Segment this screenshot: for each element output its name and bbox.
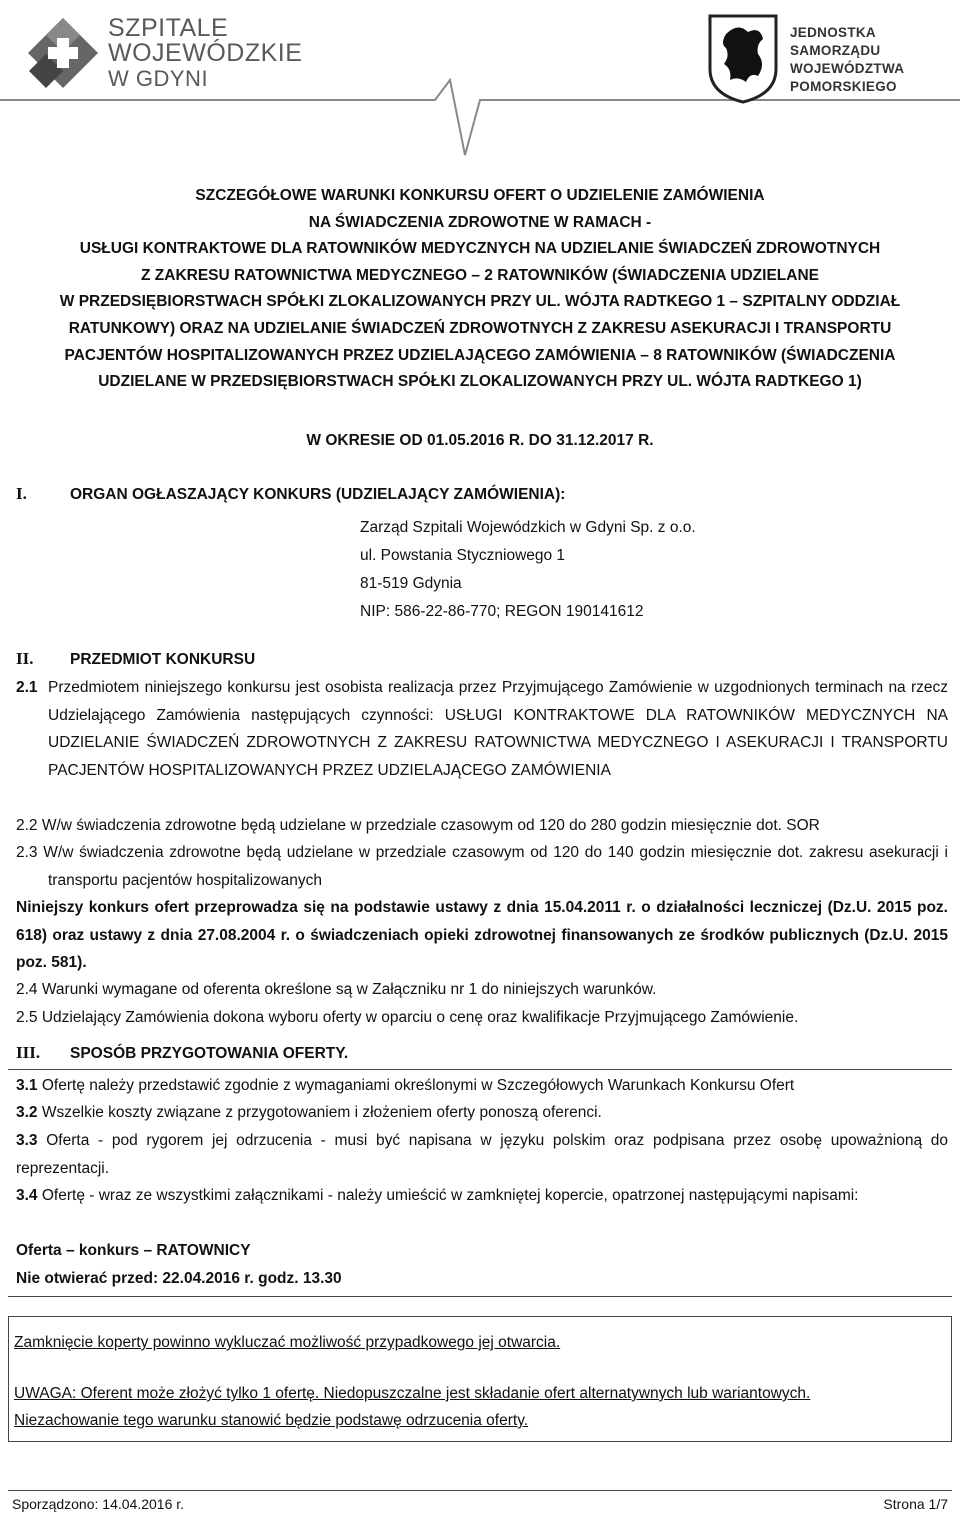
- paragraph-3-1-number: 3.1: [16, 1077, 38, 1094]
- address-line: ul. Powstania Styczniowego 1: [360, 547, 566, 564]
- paragraph-3-3-text: Oferta - pod rygorem jej odrzucenia - musi być napisana w języku polskim oraz podpisana przez osobę upoważnioną do reprezentacji.: [16, 1132, 948, 1177]
- envelope-label-2: Nie otwierać przed: 22.04.2016 r. godz. 13.30: [16, 1270, 342, 1287]
- region-logo: [708, 14, 948, 104]
- title-line: USŁUGI KONTRAKTOWE DLA RATOWNIKÓW MEDYCZNYCH NA UDZIELANIE ŚWIADCZEŃ ZDROWOTNYCH: [79, 240, 881, 258]
- title-line: W PRZEDSIĘBIORSTWACH SPÓŁKI ZLOKALIZOWANYCH PRZY UL. WÓJTA RADTKEGO 1 – SZPITALNY ODDZIAŁ: [59, 293, 901, 311]
- logo-line: POMORSKIEGO: [790, 79, 897, 94]
- envelope-label-1: Oferta – konkurs – RATOWNICY: [16, 1242, 251, 1259]
- section-3-number: III.: [16, 1043, 41, 1062]
- paragraph-2-4: 2.4 Warunki wymagane od oferenta określone są w Załączniku nr 1 do niniejszych warunków.: [16, 981, 657, 998]
- title-line: SZCZEGÓŁOWE WARUNKI KONKURSU OFERT O UDZIELENIE ZAMÓWIENIA: [195, 187, 765, 204]
- box-top-border: [8, 1069, 952, 1070]
- title-line: PACJENTÓW HOSPITALIZOWANYCH PRZEZ UDZIELAJĄCEGO ZAMÓWIENIA – 8 RATOWNIKÓW (ŚWIADCZENIA: [64, 346, 896, 364]
- legal-basis: Niniejszy konkurs ofert przeprowadza się na podstawie ustawy z dnia 15.04.2011 r. o działalności leczniczej (Dz.U. 2015 poz. 618) oraz ustawy z dnia 27.08.2004 r. o świadczeniach opieki zdrowotnej finansowanych ze środków publicznych (Dz.U. 2015 poz. 581).: [16, 899, 948, 972]
- paragraph-3-4-text: Ofertę - wraz ze wszystkimi załącznikami - należy umieścić w zamkniętej kopercie, opatrzonej następującymi napisami:: [37, 1187, 859, 1204]
- paragraph-3-3: [16, 1127, 948, 1182]
- page-number: Strona 1/7: [883, 1496, 948, 1512]
- title-line: RATUNKOWY) ORAZ NA UDZIELANIE ŚWIADCZEŃ ZDROWOTNYCH Z ZAKRESU ASEKURACJI I TRANSPORTU: [68, 319, 892, 337]
- organizer-address: [360, 514, 696, 626]
- title-line: Z ZAKRESU RATOWNICTWA MEDYCZNEGO – 2 RATOWNIKÓW (ŚWIADCZENIA UDZIELANE: [141, 266, 819, 284]
- logo-line: SZPITALE: [108, 14, 229, 42]
- address-line: 81-519 Gdynia: [360, 575, 462, 592]
- section-1-number: I.: [16, 484, 27, 503]
- title-line: UDZIELANE W PRZEDSIĘBIORSTWACH SPÓŁKI ZLOKALIZOWANYCH PRZY UL. WÓJTA RADTKEGO 1): [98, 373, 862, 391]
- paragraph-2-5: 2.5 Udzielający Zamówienia dokona wyboru oferty w oparciu o cenę oraz kwalifikacje Przyjmującego Zamówienie.: [16, 1009, 799, 1026]
- logo-line: JEDNOSTKA: [790, 25, 876, 40]
- griffin-shield-icon: [708, 14, 778, 104]
- footer-date: Sporządzono: 14.04.2016 r.: [12, 1496, 185, 1512]
- paragraph-3-1-text: Ofertę należy przedstawić zgodnie z wymaganiami określonymi w Szczegółowych Warunkach Konkursu Ofert: [37, 1077, 795, 1094]
- paragraph-2-3: 2.3 W/w świadczenia zdrowotne będą udzielane w przedziale czasowym od 120 do 140 godzin miesięcznie dot. zakresu asekuracji i transportu pacjentów hospitalizowanych: [16, 844, 948, 889]
- period-line: W OKRESIE OD 01.05.2016 R. DO 31.12.2017 R.: [306, 432, 654, 449]
- document-title: [14, 183, 946, 396]
- title-line: NA ŚWIADCZENIA ZDROWOTNE W RAMACH -: [308, 213, 652, 231]
- paragraph-3-4: [16, 1182, 948, 1210]
- logo-line: WOJEWÓDZTWA: [790, 61, 905, 76]
- notice-single-offer: UWAGA: Oferent może złożyć tylko 1 ofertę. Niedopuszczalne jest składanie ofert alternatywnych lub wariantowych.: [14, 1385, 811, 1402]
- logo-line: W GDYNI: [108, 66, 209, 91]
- address-line: Zarząd Szpitali Wojewódzkich w Gdyni Sp. z o.o.: [360, 519, 696, 536]
- paragraph-3-2-number: 3.2: [16, 1104, 38, 1121]
- paragraph-3-3-number: 3.3: [16, 1132, 38, 1149]
- logo-line: SAMORZĄDU: [790, 43, 881, 58]
- section-1-heading: ORGAN OGŁASZAJĄCY KONKURS (UDZIELAJĄCY ZAMÓWIENIA):: [70, 486, 566, 503]
- paragraph-3-2-text: Wszelkie koszty związane z przygotowaniem i złożeniem oferty ponoszą oferenci.: [37, 1104, 602, 1121]
- box-bottom-border: [8, 1296, 952, 1297]
- paragraph-2-1-number: 2.1: [16, 679, 38, 696]
- paragraph-2-1: [16, 674, 948, 784]
- paragraph-3-4-number: 3.4: [16, 1187, 38, 1204]
- section-3-heading: SPOSÓB PRZYGOTOWANIA OFERTY.: [70, 1045, 349, 1062]
- notice-rejection: Niezachowanie tego warunku stanowić będzie podstawę odrzucenia oferty.: [14, 1412, 529, 1429]
- region-logo-text: [790, 24, 904, 96]
- paragraph-3-2: [16, 1099, 948, 1127]
- address-line: NIP: 586-22-86-770; REGON 190141612: [360, 603, 644, 620]
- footer-divider: [8, 1490, 952, 1491]
- logo-line: WOJEWÓDZKIE: [108, 39, 303, 67]
- notice-envelope: Zamknięcie koperty powinno wykluczać możliwość przypadkowego jej otwarcia.: [14, 1334, 561, 1351]
- section-2-number: II.: [16, 649, 34, 668]
- section-2-heading: PRZEDMIOT KONKURSU: [70, 651, 256, 668]
- paragraph-2-2: 2.2 W/w świadczenia zdrowotne będą udzielane w przedziale czasowym od 120 do 280 godzin miesięcznie dot. SOR: [16, 817, 820, 834]
- paragraph-3-1: [16, 1072, 948, 1100]
- page-header: [0, 0, 960, 170]
- paragraph-2-1-text: Przedmiotem niniejszego konkursu jest osobista realizacja przez Przyjmującego Zamówienie w uzgodnionych terminach na rzecz Udzielającego Zamówienia następujących czynności: USŁUGI KONTRAKTOWE DLA RATOWNIKÓW MEDYCZNYCH NA UDZIELANIE ŚWIADCZEŃ ZDROWOTNYCH Z ZAKRESU RATOWNICTWA MEDYCZNEGO I ASEKURACJI I TRANSPORTU PACJENTÓW HOSPITALIZOWANYCH PRZEZ UDZIELAJĄCEGO ZAMÓWIENIA: [48, 679, 948, 779]
